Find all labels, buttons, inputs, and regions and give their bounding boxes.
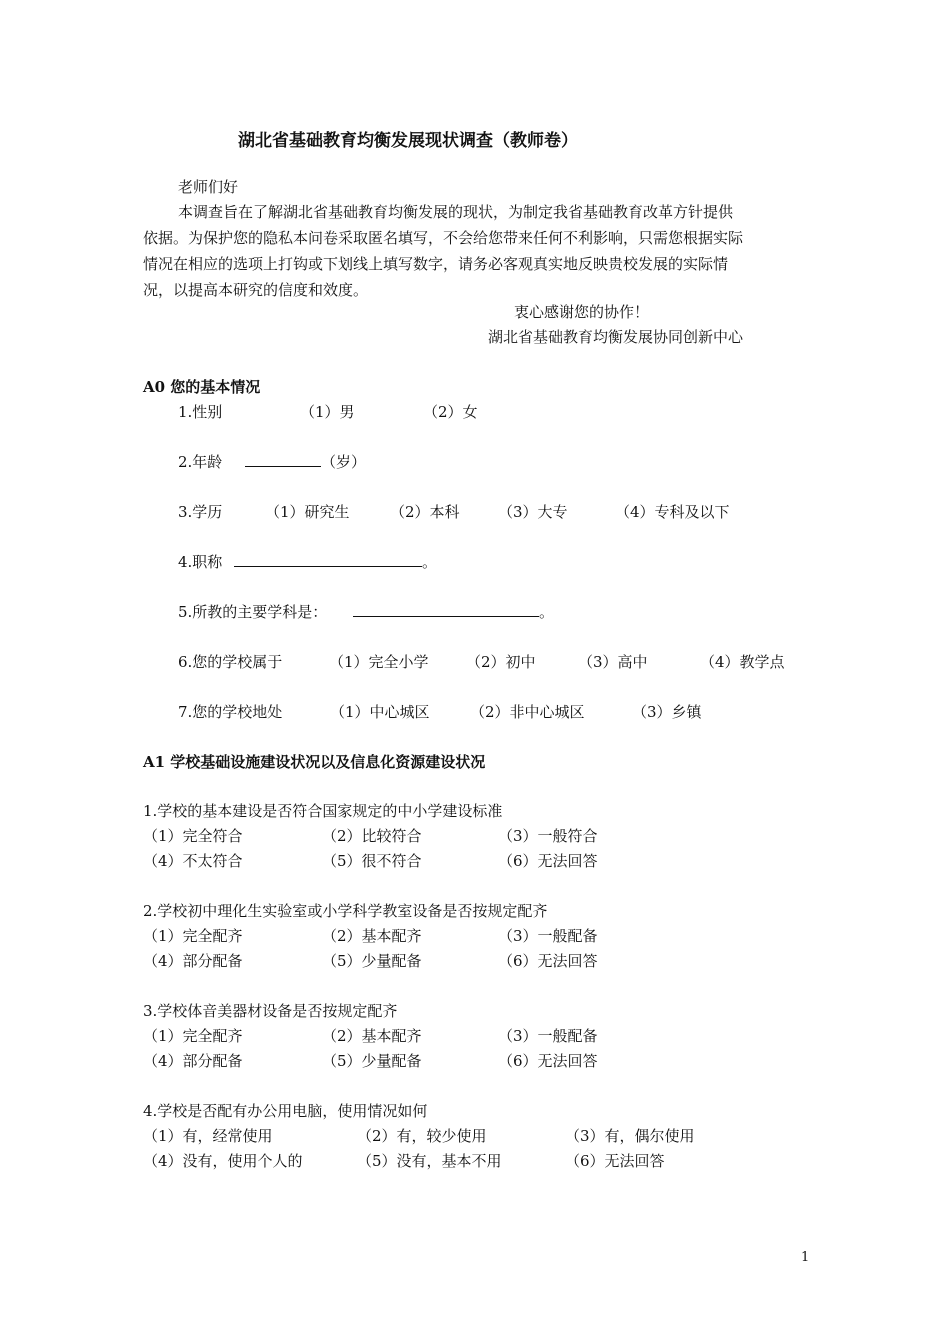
intro-line: 依据。为保护您的隐私本问卷采取匿名填写，不会给您带来任何不利影响，只需您根据实际 bbox=[143, 229, 744, 247]
q-school-type-label: 6.您的学校属于 bbox=[178, 653, 283, 671]
option-teaching-point[interactable]: （4）教学点 bbox=[700, 653, 785, 671]
age-input[interactable] bbox=[245, 452, 321, 467]
greeting: 老师们好 bbox=[178, 178, 239, 196]
subject-input[interactable] bbox=[353, 602, 539, 617]
a1-option[interactable]: （4）部分配备 bbox=[143, 952, 243, 970]
age-unit: （岁） bbox=[321, 453, 367, 471]
option-senior-high[interactable]: （3）高中 bbox=[578, 653, 648, 671]
thanks-text: 衷心感谢您的协作！ bbox=[514, 303, 650, 321]
a1-option[interactable]: （2）基本配齐 bbox=[322, 927, 422, 945]
a1-option[interactable]: （1）完全配齐 bbox=[143, 1027, 243, 1045]
a1-option[interactable]: （5）很不符合 bbox=[322, 852, 422, 870]
q-gender-label: 1.性别 bbox=[178, 403, 223, 421]
a1-option[interactable]: （3）一般配备 bbox=[498, 927, 598, 945]
option-township[interactable]: （3）乡镇 bbox=[632, 703, 702, 721]
intro-line: 情况在相应的选项上打钩或下划线上填写数字，请务必客观真实地反映贵校发展的实际情 bbox=[143, 255, 729, 273]
option-central-urban[interactable]: （1）中心城区 bbox=[330, 703, 430, 721]
option-college[interactable]: （3）大专 bbox=[498, 503, 568, 521]
section-a1-heading: A1 学校基础设施建设状况以及信息化资源建设状况 bbox=[143, 753, 486, 771]
a1-option[interactable]: （1）有，经常使用 bbox=[143, 1127, 273, 1145]
q4-period: 。 bbox=[422, 553, 438, 571]
a1-option[interactable]: （3）有，偶尔使用 bbox=[565, 1127, 695, 1145]
option-junior-high[interactable]: （2）初中 bbox=[466, 653, 536, 671]
a1-option[interactable]: （1）完全配齐 bbox=[143, 927, 243, 945]
a1-option[interactable]: （2）比较符合 bbox=[322, 827, 422, 845]
option-bachelor[interactable]: （2）本科 bbox=[390, 503, 460, 521]
a1-option[interactable]: （1）完全符合 bbox=[143, 827, 243, 845]
page-number: 1 bbox=[801, 1250, 810, 1265]
a1-question-label: 1.学校的基本建设是否符合国家规定的中小学建设标准 bbox=[143, 802, 503, 820]
q-professional-title-label: 4.职称 bbox=[178, 553, 223, 571]
option-female[interactable]: （2）女 bbox=[423, 403, 478, 421]
section-a0-heading: A0 您的基本情况 bbox=[143, 378, 261, 396]
a1-question-label: 4.学校是否配有办公用电脑，使用情况如何 bbox=[143, 1102, 428, 1120]
a1-option[interactable]: （6）无法回答 bbox=[498, 1052, 598, 1070]
a1-option[interactable]: （5）没有，基本不用 bbox=[357, 1152, 502, 1170]
option-complete-primary[interactable]: （1）完全小学 bbox=[329, 653, 429, 671]
q5-period: 。 bbox=[539, 603, 555, 621]
a1-option[interactable]: （2）基本配齐 bbox=[322, 1027, 422, 1045]
page-title: 湖北省基础教育均衡发展现状调查（教师卷） bbox=[238, 131, 578, 151]
q-education-label: 3.学历 bbox=[178, 503, 223, 521]
a1-question-label: 2.学校初中理化生实验室或小学科学教室设备是否按规定配齐 bbox=[143, 902, 548, 920]
intro-paragraph bbox=[143, 199, 813, 303]
intro-line: 本调查旨在了解湖北省基础教育均衡发展的现状，为制定我省基础教育改革方针提供 bbox=[178, 203, 734, 221]
a1-question-label: 3.学校体音美器材设备是否按规定配齐 bbox=[143, 1002, 398, 1020]
a1-option[interactable]: （3）一般符合 bbox=[498, 827, 598, 845]
q-location-label: 7.您的学校地处 bbox=[178, 703, 283, 721]
a1-option[interactable]: （5）少量配备 bbox=[322, 952, 422, 970]
option-non-central-urban[interactable]: （2）非中心城区 bbox=[470, 703, 585, 721]
intro-line: 况，以提高本研究的信度和效度。 bbox=[143, 281, 369, 299]
a1-option[interactable]: （4）没有，使用个人的 bbox=[143, 1152, 303, 1170]
a1-option[interactable]: （4）不太符合 bbox=[143, 852, 243, 870]
a1-option[interactable]: （4）部分配备 bbox=[143, 1052, 243, 1070]
a1-option[interactable]: （6）无法回答 bbox=[498, 852, 598, 870]
signature: 湖北省基础教育均衡发展协同创新中心 bbox=[488, 328, 744, 346]
a1-option[interactable]: （3）一般配备 bbox=[498, 1027, 598, 1045]
option-postgraduate[interactable]: （1）研究生 bbox=[265, 503, 350, 521]
q-age-label: 2.年龄 bbox=[178, 453, 223, 471]
professional-title-input[interactable] bbox=[234, 552, 422, 567]
a1-option[interactable]: （2）有，较少使用 bbox=[357, 1127, 487, 1145]
a1-option[interactable]: （6）无法回答 bbox=[498, 952, 598, 970]
option-junior-college-below[interactable]: （4）专科及以下 bbox=[615, 503, 730, 521]
a1-option[interactable]: （5）少量配备 bbox=[322, 1052, 422, 1070]
q-subject-label: 5.所教的主要学科是： bbox=[178, 603, 328, 621]
option-male[interactable]: （1）男 bbox=[300, 403, 355, 421]
a1-option[interactable]: （6）无法回答 bbox=[565, 1152, 665, 1170]
